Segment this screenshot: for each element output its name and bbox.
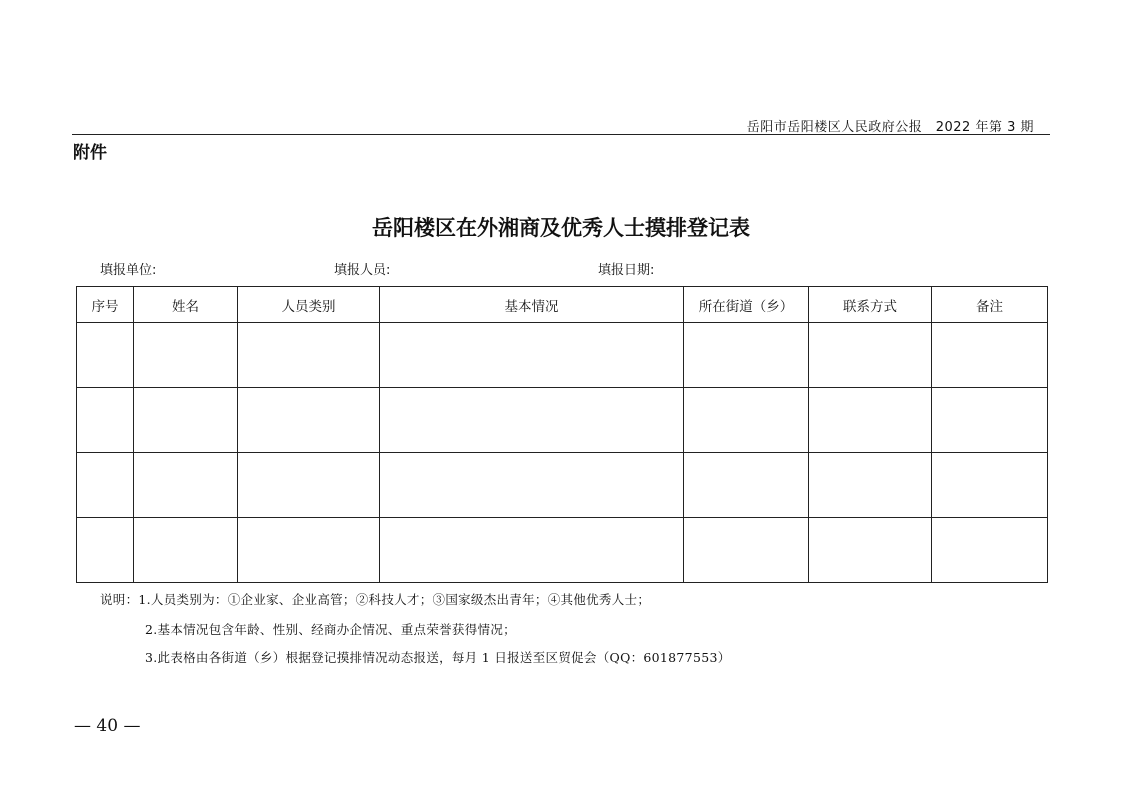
header-remarks: 备注 bbox=[932, 287, 1048, 323]
table-cell bbox=[77, 518, 134, 583]
attachment-label: 附件 bbox=[73, 143, 107, 163]
table-cell bbox=[932, 518, 1048, 583]
table-cell bbox=[238, 453, 380, 518]
table-cell bbox=[380, 323, 684, 388]
header-name: 姓名 bbox=[134, 287, 238, 323]
fill-person-label: 填报人员: bbox=[334, 263, 391, 278]
table-header-row bbox=[77, 287, 1048, 323]
table-cell bbox=[684, 518, 809, 583]
registration-table bbox=[76, 286, 1048, 583]
header-basic-info: 基本情况 bbox=[380, 287, 684, 323]
note-line-2: 2.基本情况包含年龄、性别、经商办企情况、重点荣誉获得情况； bbox=[145, 622, 516, 637]
table-cell bbox=[380, 518, 684, 583]
page-number: — 40 — bbox=[74, 716, 141, 736]
fill-date-label: 填报日期: bbox=[598, 263, 655, 278]
table-row bbox=[77, 518, 1048, 583]
table-cell bbox=[134, 453, 238, 518]
table-cell bbox=[77, 323, 134, 388]
header-street-township: 所在街道（乡） bbox=[684, 287, 809, 323]
header-contact: 联系方式 bbox=[809, 287, 932, 323]
table-cell bbox=[684, 323, 809, 388]
table-cell bbox=[380, 388, 684, 453]
table-cell bbox=[684, 453, 809, 518]
table-cell bbox=[932, 388, 1048, 453]
table-cell bbox=[684, 388, 809, 453]
table-cell bbox=[809, 388, 932, 453]
table-cell bbox=[809, 518, 932, 583]
table-cell bbox=[77, 388, 134, 453]
header-serial-number: 序号 bbox=[77, 287, 134, 323]
header-divider bbox=[72, 134, 1050, 135]
header-person-category: 人员类别 bbox=[238, 287, 380, 323]
table-cell bbox=[932, 453, 1048, 518]
table-cell bbox=[238, 323, 380, 388]
table-cell bbox=[809, 453, 932, 518]
table-row bbox=[77, 453, 1048, 518]
table-cell bbox=[77, 453, 134, 518]
note-line-3: 3.此表格由各街道（乡）根据登记摸排情况动态报送，每月 1 日报送至区贸促会（QQ：601877553） bbox=[145, 650, 731, 665]
table-cell bbox=[134, 518, 238, 583]
table-row bbox=[77, 323, 1048, 388]
table-cell bbox=[134, 388, 238, 453]
table-cell bbox=[134, 323, 238, 388]
table-cell bbox=[380, 453, 684, 518]
table-cell bbox=[238, 388, 380, 453]
table-cell bbox=[809, 323, 932, 388]
fill-unit-label: 填报单位: bbox=[100, 263, 157, 278]
table-cell bbox=[932, 323, 1048, 388]
document-title: 岳阳楼区在外湘商及优秀人士摸排登记表 bbox=[372, 215, 750, 240]
table-row bbox=[77, 388, 1048, 453]
table-cell bbox=[238, 518, 380, 583]
publication-header: 岳阳市岳阳楼区人民政府公报 2022 年第 3 期 bbox=[746, 120, 1034, 135]
note-line-1: 说明：1.人员类别为：①企业家、企业高管；②科技人才；③国家级杰出青年；④其他优秀人士； bbox=[100, 592, 651, 607]
